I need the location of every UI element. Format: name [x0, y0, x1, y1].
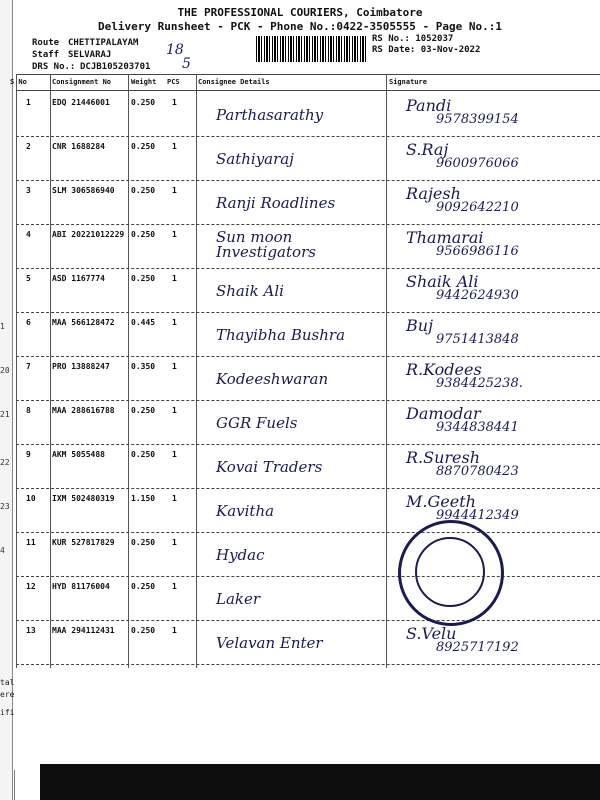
row-sno: 3 [26, 186, 31, 195]
row-weight: 0.250 [131, 98, 156, 107]
row-consignee: Sathiyaraj [216, 150, 294, 168]
row-consignment-no: HYD 81176004 [52, 582, 110, 591]
row-phone: 8870780423 [436, 464, 519, 479]
row-pcs: 1 [172, 274, 177, 283]
row-weight: 0.250 [131, 186, 156, 195]
col-header-pcs: PCS [167, 78, 180, 86]
row-divider [16, 136, 600, 137]
row-signature: R.Suresh [406, 448, 481, 467]
row-pcs: 1 [172, 626, 177, 635]
row-pcs: 1 [172, 230, 177, 239]
row-consignment-no: MAA 288616788 [52, 406, 115, 415]
row-consignee: Kodeeshwaran [216, 370, 329, 388]
row-signature: S.Raj [406, 140, 449, 159]
row-divider [16, 532, 600, 533]
left-stub-2: 20 [0, 366, 10, 375]
row-phone: 9344838441 [436, 420, 519, 435]
row-weight: 0.250 [131, 142, 156, 151]
row-phone: 8925717192 [436, 640, 519, 655]
row-weight: 0.250 [131, 230, 156, 239]
rs-number: RS No.: 1052037 [372, 34, 454, 44]
delivery-table [10, 74, 600, 668]
row-divider [16, 268, 600, 269]
row-weight: 0.445 [131, 318, 156, 327]
row-consignment-no: CNR 1688284 [52, 142, 105, 151]
row-consignment-no: ASD 1167774 [52, 274, 105, 283]
footer-stub-3: ifi [0, 708, 15, 717]
row-weight: 0.250 [131, 538, 156, 547]
route-value: CHETTIPALAYAM [68, 38, 139, 48]
row-phone: 9566986116 [436, 244, 519, 259]
row-divider [16, 400, 600, 401]
col-header-signature: Signature [389, 78, 427, 86]
row-sno: 1 [26, 98, 31, 107]
row-consignee: Kovai Traders [216, 458, 323, 476]
company-seal [398, 520, 504, 626]
col-header-consignee: Consignee Details [198, 78, 270, 86]
row-signature: R.Kodees [406, 360, 482, 379]
row-consignment-no: MAA 566128472 [52, 318, 115, 327]
row-divider [16, 620, 600, 621]
row-consignment-no: MAA 294112431 [52, 626, 115, 635]
row-sno: 10 [26, 494, 36, 503]
row-consignment-no: IXM 502480319 [52, 494, 115, 503]
barcode [256, 36, 366, 62]
handwritten-count-bottom: 5 [182, 56, 191, 72]
row-pcs: 1 [172, 318, 177, 327]
row-weight: 0.250 [131, 450, 156, 459]
row-phone: 9442624930 [436, 288, 519, 303]
row-signature: S.Velu [406, 624, 457, 643]
row-divider [16, 664, 600, 665]
col-header-weight: Weight [131, 78, 157, 86]
row-consignee: Shaik Ali [216, 282, 284, 300]
row-divider [16, 444, 600, 445]
row-signature: Shaik Ali [406, 272, 479, 291]
staff-label: Staff [32, 50, 60, 60]
row-pcs: 1 [172, 494, 177, 503]
row-consignee: Kavitha [216, 502, 275, 520]
col-divider-2 [128, 74, 129, 668]
row-weight: 0.350 [131, 362, 156, 371]
row-divider [16, 576, 600, 577]
row-consignment-no: PRO 13888247 [52, 362, 110, 371]
col-divider-4 [386, 74, 387, 668]
row-sno: 12 [26, 582, 36, 591]
row-consignment-no: EDQ 21446001 [52, 98, 110, 107]
left-stub-4: 22 [0, 458, 10, 467]
row-consignment-no: AKM 5055488 [52, 450, 105, 459]
col-divider-3 [196, 74, 197, 668]
row-sno: 2 [26, 142, 31, 151]
row-divider [16, 224, 600, 225]
row-phone: 9092642210 [436, 200, 519, 215]
row-consignee: Parthasarathy [216, 106, 324, 124]
left-stub-3: 21 [0, 410, 10, 419]
row-consignee: Velavan Enter [216, 634, 323, 652]
row-weight: 0.250 [131, 406, 156, 415]
row-consignee: Sun moon Investigators [216, 228, 316, 261]
rs-date: RS Date: 03-Nov-2022 [372, 45, 481, 55]
table-top-border [16, 74, 600, 75]
row-signature: Rajesh [406, 184, 461, 203]
row-pcs: 1 [172, 362, 177, 371]
col-divider-1 [50, 74, 51, 668]
row-pcs: 1 [172, 406, 177, 415]
row-divider [16, 356, 600, 357]
row-sno: 7 [26, 362, 31, 371]
bottom-margin [14, 770, 41, 800]
row-pcs: 1 [172, 142, 177, 151]
handwritten-count-top: 18 [166, 42, 184, 58]
row-weight: 0.250 [131, 582, 156, 591]
row-signature: Buj [406, 316, 434, 335]
row-divider [16, 312, 600, 313]
left-stub-1: 1 [0, 322, 5, 331]
row-signature: Thamarai [406, 228, 484, 247]
row-consignee: Thayibha Bushra [216, 326, 346, 344]
row-pcs: 1 [172, 538, 177, 547]
footer-stub-2: ere [0, 690, 15, 699]
row-sno: 5 [26, 274, 31, 283]
row-consignment-no: SLM 306586940 [52, 186, 115, 195]
left-stub-5: 23 [0, 502, 10, 511]
row-consignment-no: KUR 527817829 [52, 538, 115, 547]
row-sno: 11 [26, 538, 36, 547]
runsheet-subtitle: Delivery Runsheet - PCK - Phone No.:0422-3505555 - Page No.:1 [98, 20, 502, 33]
row-pcs: 1 [172, 450, 177, 459]
row-pcs: 1 [172, 186, 177, 195]
scan-dark-edge [40, 764, 600, 800]
col-divider-0 [16, 74, 17, 668]
row-weight: 0.250 [131, 274, 156, 283]
row-pcs: 1 [172, 98, 177, 107]
row-sno: 4 [26, 230, 31, 239]
route-label: Route [32, 38, 60, 48]
row-consignee: Hydac [216, 546, 265, 564]
drs-value: DCJB105203701 [80, 62, 151, 72]
company-title: THE PROFESSIONAL COURIERS, Coimbatore [177, 6, 423, 19]
row-signature: Pandi [406, 96, 452, 115]
row-signature: M.Geeth [406, 492, 476, 511]
row-consignment-no: ABI 20221012229 [52, 230, 125, 239]
row-phone: 9578399154 [436, 112, 519, 127]
row-divider [16, 488, 600, 489]
drs-label: DRS No.: [32, 62, 76, 72]
row-sno: 6 [26, 318, 31, 327]
row-phone: 9944412349 [436, 508, 519, 523]
row-phone: 9751413848 [436, 332, 519, 347]
col-header-sno: S No [10, 78, 27, 86]
row-consignee: GGR Fuels [216, 414, 298, 432]
row-sno: 9 [26, 450, 31, 459]
footer-stub-1: tal [0, 678, 15, 687]
row-weight: 1.150 [131, 494, 156, 503]
staff-value: SELVARAJ [68, 50, 112, 60]
row-phone: 9600976066 [436, 156, 519, 171]
row-pcs: 1 [172, 582, 177, 591]
row-sno: 8 [26, 406, 31, 415]
row-phone: 9384425238. [436, 376, 523, 391]
row-consignee: Ranji Roadlines [216, 194, 336, 212]
left-stub-6: 4 [0, 546, 5, 555]
row-consignee: Laker [216, 590, 261, 608]
row-weight: 0.250 [131, 626, 156, 635]
row-signature: Damodar [406, 404, 481, 423]
row-sno: 13 [26, 626, 36, 635]
col-header-consignment: Consignment No [52, 78, 112, 86]
row-divider [16, 180, 600, 181]
header-bottom-border [16, 90, 600, 91]
